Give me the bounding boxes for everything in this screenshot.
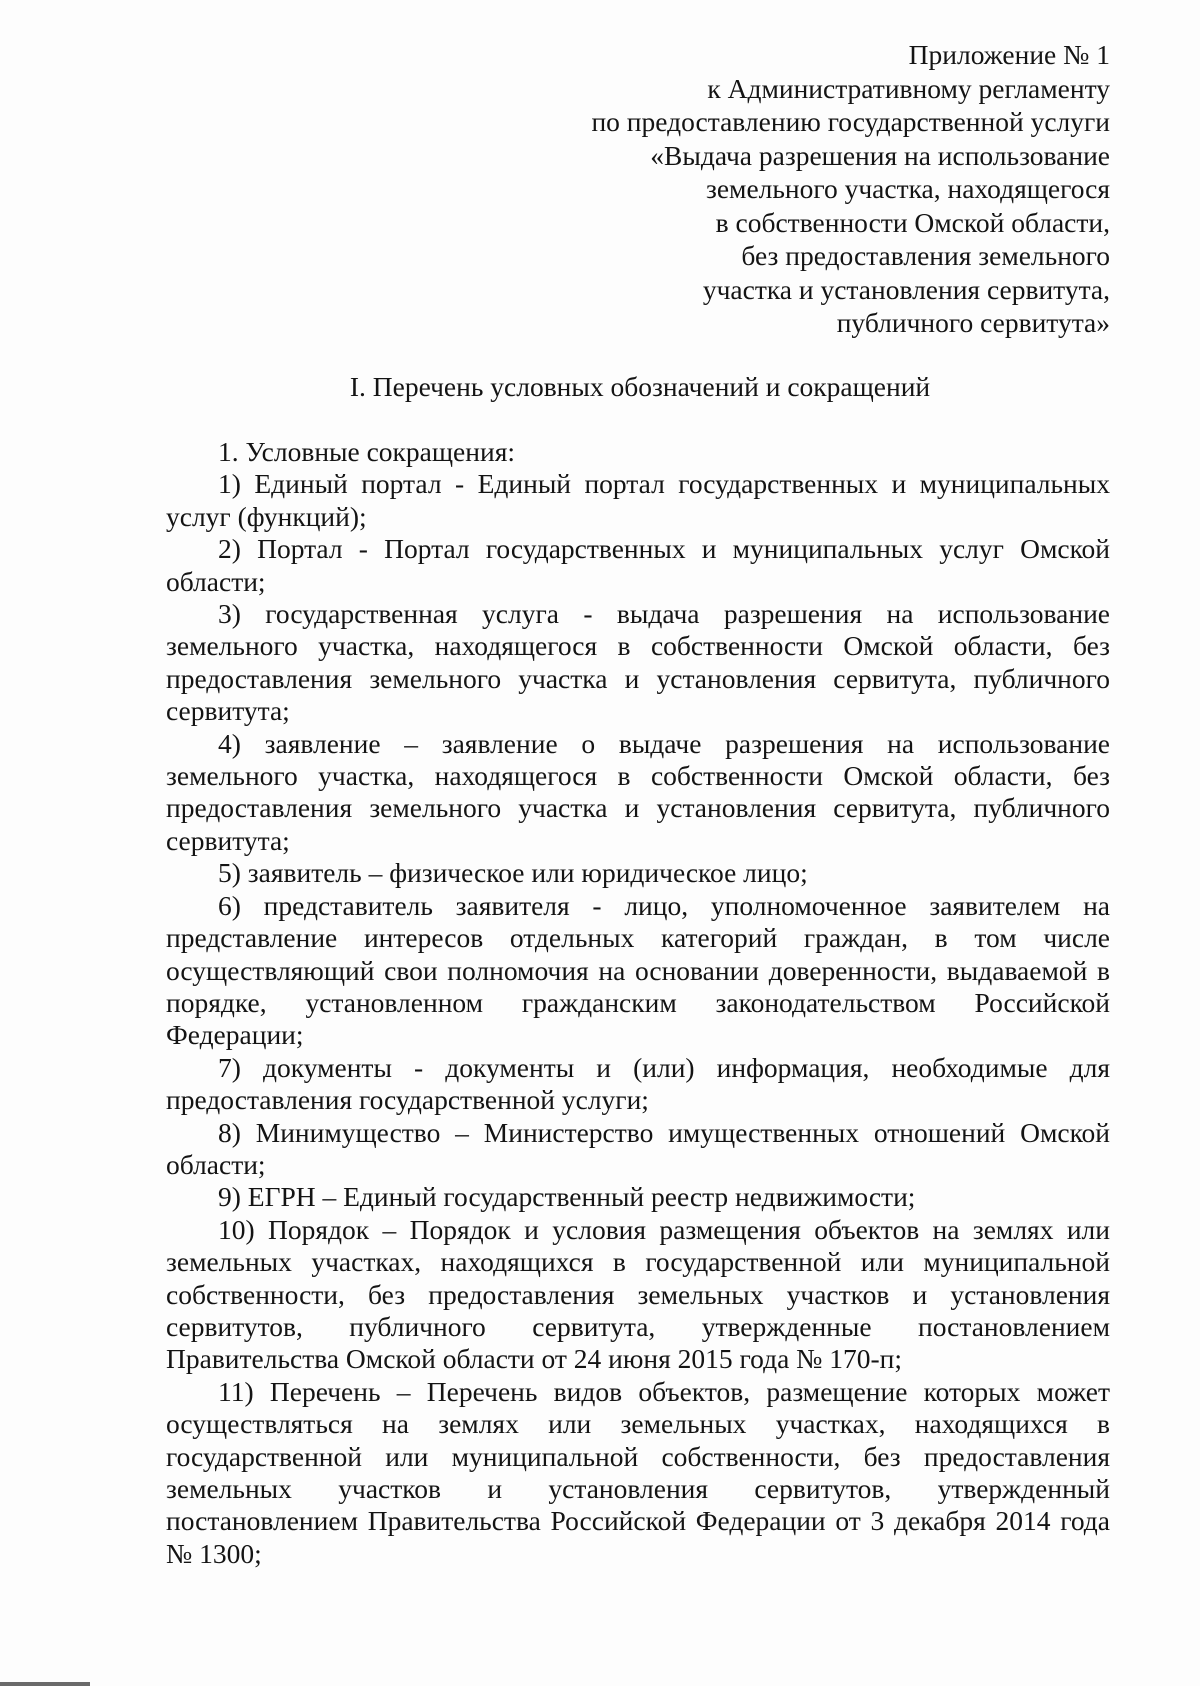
appendix-line: к Административному регламенту [707,72,1110,104]
appendix-header [490,38,1110,340]
paragraph: 9) ЕГРН – Единый государственный реестр недвижимости; [218,1181,916,1213]
paragraph: 8) Минимущество – Министерство имущественных отношений Омской области; [166,1116,1110,1180]
appendix-line: участка и установления сервитута, [702,273,1110,305]
document-body [166,436,1110,1570]
appendix-line: «Выдача разрешения на использование [650,139,1110,171]
paragraph: 5) заявитель – физическое или юридическое лицо; [218,857,808,889]
appendix-line: в собственности Омской области, [715,206,1110,238]
appendix-line: без предоставления земельного [741,240,1110,271]
paragraph: 6) представитель заявителя - лицо, уполномоченное заявителем на представление интересов отдельных категорий граждан, в том числе осуществляющий свои полномочия на основании доверенности, выдаваемой в порядке, установленном гражданским законодательством Российской Федерации; [166,889,1110,1051]
appendix-line: по предоставлению государственной услуги [591,106,1110,137]
paragraph: 1) Единый портал - Единый портал государственных и муниципальных услуг (функций); [166,468,1110,532]
paragraph: 2) Портал - Портал государственных и муниципальных услуг Омской области; [166,533,1110,597]
paragraph: 11) Перечень – Перечень видов объектов, размещение которых может осуществляться на землях или земельных участках, находящихся в государственной или муниципальной собственности, без предоставления земельных участков и установления сервитутов, утвержденный постановлением Правительства Российской Федерации от 3 декабря 2014 года № 1300; [166,1375,1110,1569]
paragraph: 7) документы - документы и (или) информация, необходимые для предоставления государственной услуги; [166,1051,1110,1116]
paragraph: 3) государственная услуга - выдача разрешения на использование земельного участка, находящегося в собственности Омской области, без предоставления земельного участка и установления сервитута, публичного сервитута; [166,598,1110,727]
appendix-line: земельного участка, находящегося [705,173,1110,204]
paragraph: 4) заявление – заявление о выдаче разрешения на использование земельного участка, находящегося в собственности Омской области, без предоставления земельного участка и установления сервитута, публичного сервитута; [166,727,1110,856]
appendix-line: Приложение № 1 [908,39,1110,70]
paragraph: 1. Условные сокращения: [218,436,515,467]
scan-edge-mark [0,1682,90,1686]
appendix-line: публичного сервитута» [836,307,1110,338]
section-title: I. Перечень условных обозначений и сокращений [349,371,931,402]
paragraph: 10) Порядок – Порядок и условия размещения объектов на землях или земельных участках, находящихся в государственной или муниципальной собственности, без предоставления земельных участков и установления сервитутов, публичного сервитута, утвержденные постановлением Правительства Омской области от 24 июня 2015 года № 170-п; [166,1213,1110,1375]
